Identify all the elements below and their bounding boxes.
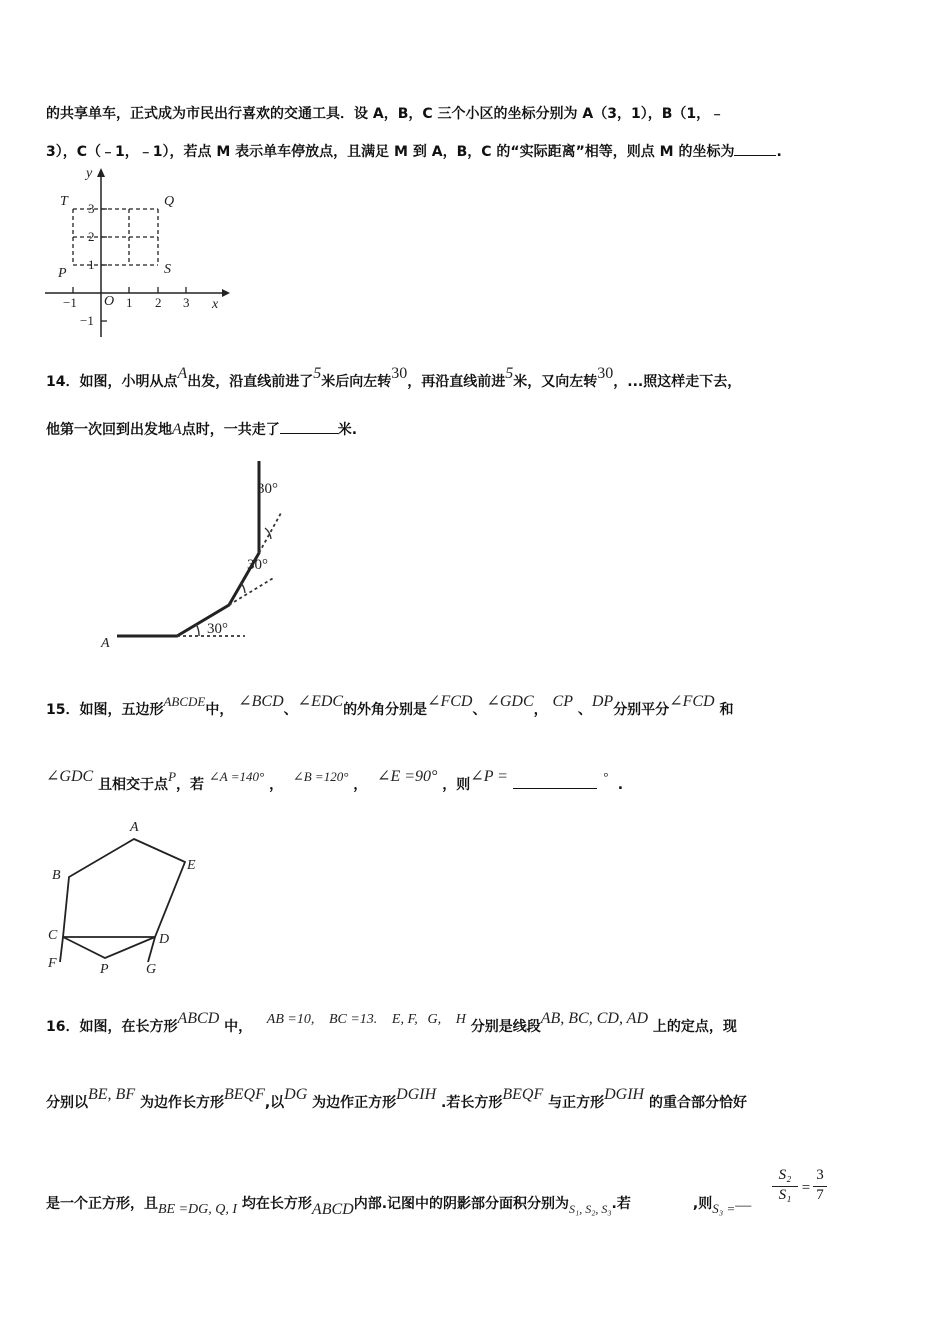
q16-fraction-s: [772, 1167, 798, 1204]
q15-text-3: 的外角分别是: [343, 702, 428, 718]
q15-pentagon-figure: [40, 815, 210, 980]
q15-line1: [46, 693, 734, 720]
extension-lines: [177, 513, 281, 636]
q14-angle-1: 30: [391, 365, 408, 382]
pentagon-abcde: [63, 839, 185, 937]
angle-label-3: 30°: [257, 481, 278, 497]
q16-rect-abcd-2: ABCD: [311, 1201, 354, 1218]
q16-text-6: 为边作长方形: [139, 1095, 224, 1111]
vertex-e-label: E: [187, 858, 196, 873]
q15-ask-angle-p: ∠P =: [470, 768, 508, 785]
point-p-label: P: [100, 962, 109, 977]
q16-square-dgih-2: DGIH: [604, 1086, 645, 1103]
vertex-b-label: B: [52, 868, 61, 883]
q16-line2: [46, 1086, 747, 1113]
y-tick-3: 3: [88, 201, 95, 216]
q16-rect-beqf-2: BEQF: [502, 1086, 544, 1103]
q16-dash: —: [735, 1197, 752, 1214]
q15-text-7: 且相交于点: [98, 777, 169, 793]
vertex-c-label: C: [48, 928, 58, 943]
angle-label-2: 30°: [247, 557, 268, 573]
q16-number: 16．: [46, 1019, 80, 1035]
q15-sep-3: 、: [577, 702, 592, 718]
q16-text-4: 上的定点，现: [652, 1019, 737, 1035]
point-t-label: T: [60, 194, 68, 209]
q15-text-1: 如图，五边形: [79, 702, 164, 718]
q15-text-8: ，若: [176, 777, 205, 793]
q14-text-9: 米.: [337, 422, 358, 438]
q15-dp: DP: [591, 693, 614, 710]
x-axis-arrow: [222, 289, 230, 297]
q13-line1: [46, 104, 724, 124]
q16-text-13: 均在长方形: [241, 1196, 312, 1212]
y-axis-label: y: [86, 166, 93, 181]
q16-text-11: 的重合部分恰好: [648, 1095, 747, 1111]
q16-line3: [46, 1194, 752, 1218]
q13-line2: [46, 142, 782, 162]
q14-number: 14．: [46, 374, 80, 390]
vertex-a-label: A: [130, 820, 139, 835]
q14-text-7: 他第一次回到出发地: [46, 422, 172, 438]
x-tick-2: 2: [155, 295, 162, 310]
bisectors-cpd: [63, 937, 155, 958]
q14-text-8: 点时，一共走了: [181, 422, 280, 438]
q15-end: .: [617, 777, 624, 793]
dashed-grid: [73, 209, 158, 265]
q15-angle-gdc: ∠GDC: [486, 693, 534, 710]
x-tick-neg1: −1: [63, 295, 77, 310]
q15-number: 15．: [46, 702, 80, 718]
q15-text-5: 分别平分: [613, 702, 670, 718]
q14-text-2: 出发，沿直线前进了: [187, 374, 314, 390]
q16-text-8: 为边作正方形: [312, 1095, 397, 1111]
q13-text-2: 3），C（﹣1，﹣1），若点 M 表示单车停放点，且满足 M 到 A，B，C 的“实际距离”相等，则点 M 的坐标为: [46, 144, 735, 160]
q16-text-2: 中，: [224, 1019, 253, 1035]
origin-label: O: [104, 294, 115, 309]
point-g-label: G: [146, 962, 157, 977]
q15-comma-1: ，: [269, 777, 284, 793]
q16-text-10: 与正方形: [548, 1095, 605, 1111]
q14-text-5: 米，又向左转: [513, 374, 598, 390]
q15-point-p: P: [168, 769, 177, 784]
q16-bc-value: BC =13.: [328, 1012, 378, 1027]
x-axis-label: x: [212, 297, 219, 312]
q16-rect-beqf: BEQF: [223, 1086, 265, 1103]
q16-text-5: 分别以: [46, 1095, 88, 1111]
fraction-s2: S₂: [778, 1167, 792, 1183]
q14-distance-1: 5: [313, 365, 322, 382]
q15-cp: CP: [552, 693, 573, 710]
q16-text-16: ,则: [692, 1196, 713, 1212]
q15-text-2: 中，: [205, 702, 234, 718]
q13-end: .: [776, 144, 782, 160]
q15-angle-edc: ∠EDC: [297, 693, 344, 710]
q15-condition-e: ∠E =90°: [377, 768, 438, 785]
q15-angle-fcd-2: ∠FCD: [669, 693, 715, 710]
q16-text-15: .若: [611, 1196, 631, 1212]
q14-point-a: A: [177, 365, 188, 382]
y-tick-1: 1: [88, 257, 95, 272]
point-p-label: P: [58, 266, 67, 281]
q16-text-12: 是一个正方形，且: [46, 1196, 158, 1212]
fraction-3: 3: [816, 1167, 824, 1183]
q14-answer-blank[interactable]: [280, 433, 338, 434]
q15-pentagon: ABCDE: [163, 694, 206, 709]
start-label-a: A: [101, 636, 110, 651]
q14-text-4: ，再沿直线前进: [407, 374, 506, 390]
q16-points-ef: E, F,: [391, 1012, 418, 1027]
q15-line2: [46, 768, 624, 795]
q16-segments: AB, BC, CD, AD: [540, 1010, 648, 1027]
q14-text-3: 米后向左转: [321, 374, 392, 390]
angle-label-1: 30°: [207, 621, 228, 637]
point-s-label: S: [164, 262, 171, 277]
q16-s1-s2-s3: S₁, S₂, S₃: [569, 1202, 612, 1216]
q15-sep-2: 、: [472, 702, 487, 718]
q14-line2: [46, 420, 357, 440]
ray-cf: [60, 937, 63, 962]
q15-angle-fcd: ∠FCD: [427, 693, 473, 710]
fraction-s1: S₁: [772, 1186, 798, 1204]
y-tick-2: 2: [88, 229, 95, 244]
q15-text-4: ，: [533, 702, 548, 718]
q13-answer-blank[interactable]: [734, 155, 776, 156]
vertex-d-label: D: [159, 932, 170, 947]
q15-text-6: 和: [719, 702, 734, 718]
q14-point-a-2: A: [172, 421, 182, 438]
q14-text-6: ，...照这样走下去，: [613, 374, 742, 390]
q15-condition-b: ∠B =120°: [292, 769, 349, 784]
q16-condition: BE =DG, Q, I: [158, 1202, 238, 1217]
ray-dg: [148, 937, 155, 962]
q16-ab-value: AB =10,: [266, 1012, 315, 1027]
y-axis-arrow: [97, 168, 105, 177]
y-tick-neg1: −1: [80, 313, 94, 328]
q14-angle-2: 30: [597, 365, 614, 382]
q16-be-bf: BE, BF: [88, 1086, 136, 1103]
fraction-equals: =: [801, 1180, 811, 1196]
q15-angle-bcd: ∠BCD: [238, 693, 284, 710]
x-tick-1: 1: [126, 295, 133, 310]
q16-fraction-value: [813, 1167, 827, 1204]
x-tick-3: 3: [183, 295, 190, 310]
q16-text-7: ,以: [264, 1095, 285, 1111]
q15-degree: °: [602, 769, 609, 784]
q15-condition-a: ∠A =140°: [208, 769, 265, 784]
q16-text-1: 如图，在长方形: [79, 1019, 178, 1035]
q15-angle-gdc-2: ∠GDC: [46, 768, 94, 785]
q16-text-14: 内部.记图中的阴影部分面积分别为: [353, 1196, 570, 1212]
q16-line1: [46, 1010, 737, 1038]
q16-dg: DG: [284, 1086, 308, 1103]
q14-text-1: 如图，小明从点: [79, 374, 178, 390]
q14-distance-2: 5: [505, 365, 514, 382]
q14-line1: [46, 365, 742, 392]
q15-sep-1: 、: [283, 702, 298, 718]
q16-square-dgih: DGIH: [396, 1086, 437, 1103]
q16-text-9: .若长方形: [441, 1095, 503, 1111]
q16-point-g: G,: [427, 1012, 442, 1027]
q15-answer-blank[interactable]: [513, 788, 597, 789]
q13-text-1: 的共享单车，正式成为市民出行喜欢的交通工具．设 A，B，C 三个小区的坐标分别为 A（3，1），B（1，﹣: [46, 106, 725, 122]
point-f-label: F: [48, 956, 57, 971]
q16-s3-ask: S₃ =: [712, 1201, 736, 1216]
q14-path-figure: [95, 455, 305, 655]
walking-path: [117, 461, 259, 636]
q15-text-9: ，则: [442, 777, 471, 793]
q15-comma-2: ，: [353, 777, 368, 793]
point-q-label: Q: [164, 194, 175, 209]
q16-point-h: H: [455, 1012, 466, 1027]
q16-rect-abcd: ABCD: [177, 1010, 220, 1027]
fraction-7: 7: [813, 1186, 827, 1204]
q13-coordinate-figure: [40, 165, 235, 340]
q16-text-3: 分别是线段: [470, 1019, 541, 1035]
